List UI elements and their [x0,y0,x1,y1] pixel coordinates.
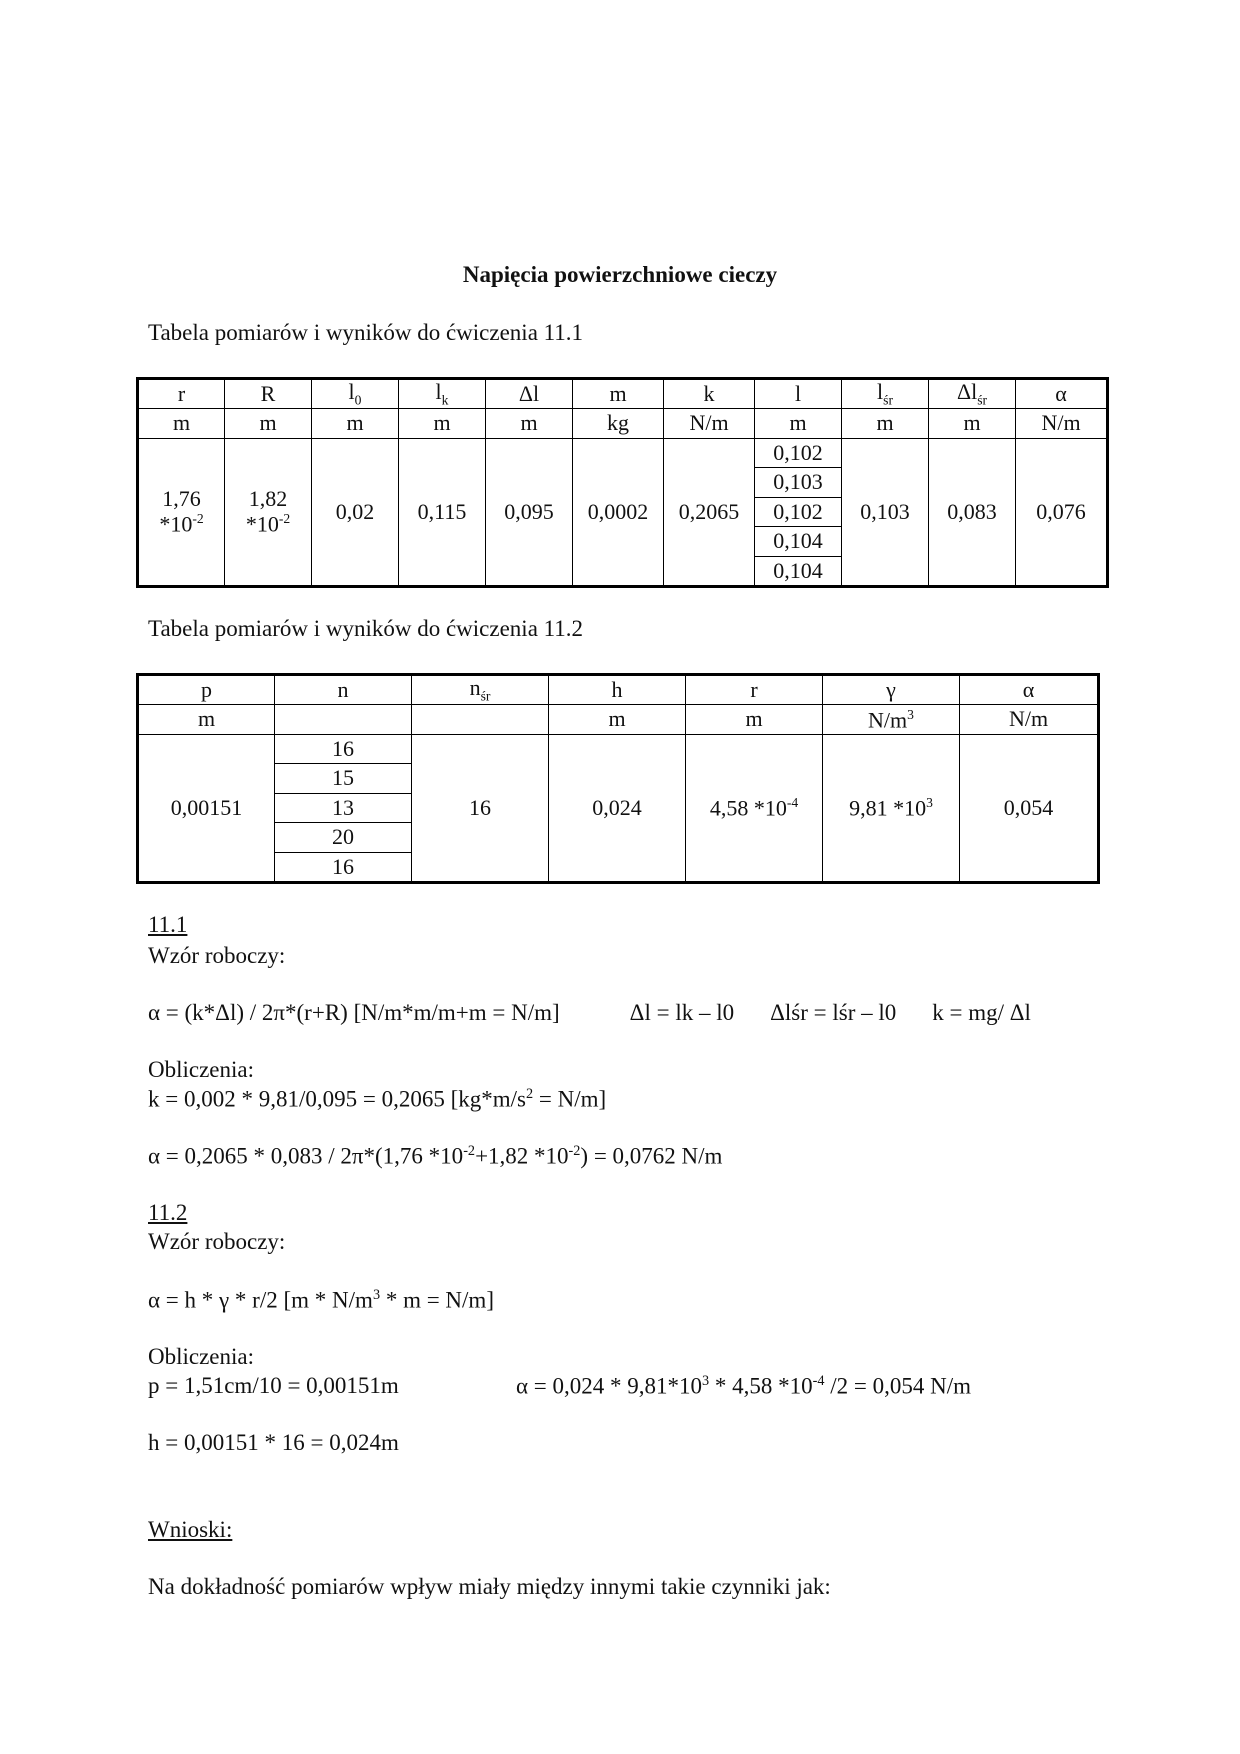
unit-cell: m [755,409,842,439]
header-cell: α [1016,379,1108,409]
header-cell: α [960,675,1099,705]
unit-cell [275,705,412,735]
alpha-cell: 0,054 [960,735,1099,883]
nsr-cell: 16 [412,735,549,883]
unit-cell: N/m [960,705,1099,735]
section-11-2-wzor-label: Wzór roboczy: [148,1229,286,1254]
dl-formula: Δl = lk – l0 [629,1000,735,1025]
unit-cell: m [549,705,686,735]
calc-alpha-11-2: $\alpha = 0,024 * 9,81*10^3 * 4,58$ $*10^{-4}$ /2 = 0,054 N/m [516,1373,972,1399]
m-cell: 0,0002 [573,439,664,587]
l-value: 0,104 [755,527,841,556]
calc-p: p = 1,51cm/10 = 0,00151m [148,1373,399,1398]
dlsr-formula: Δlśr = lśr – l0 [770,1000,897,1025]
unit-cell: m [686,705,823,735]
n-value: 13 [275,793,411,822]
table2-data-row [138,735,1099,883]
header-cell: h [549,675,686,705]
n-value: 16 [275,852,411,881]
header-cell: l [755,379,842,409]
h-cell: 0,024 [549,735,686,883]
table1-units-row [138,409,1108,439]
table1-data-row [138,439,1108,587]
table2-units-row [138,705,1099,735]
n-value: 16 [275,735,411,764]
lsr-cell: 0,103 [842,439,929,587]
conclusions-text: Na dokładność pomiarów wpływ miały między innymi takie czynniki jak: [148,1574,831,1599]
unit-cell [412,705,549,735]
l-value: 0,104 [755,556,841,585]
r-cell: 1,76 $*10^{-2}$ [138,439,225,587]
l-value: 0,102 [755,497,841,526]
header-cell: $\Delta l_{śr}$ [929,379,1016,409]
header-cell: m [573,379,664,409]
unit-cell: N/m [664,409,755,439]
header-cell: $l_k$ [399,379,486,409]
unit-cell: m [138,409,225,439]
page-title: Napięcia powierzchniowe cieczy [462,262,778,287]
header-cell: p [138,675,275,705]
section-11-2-heading: 11.2 [148,1200,188,1225]
header-cell: $l_{śr}$ [842,379,929,409]
conclusions-heading: Wnioski: [148,1517,233,1542]
table2-caption: Tabela pomiarów i wyników do ćwiczenia 11.2 [148,616,584,641]
l-list-cell [755,439,842,587]
l0-cell: 0,02 [312,439,399,587]
gamma-cell: 9,81 $*10^3$ [823,735,960,883]
header-cell: r [686,675,823,705]
header-cell: n [275,675,412,705]
table2-header-row [138,675,1099,705]
r-cell: 4,58 $*10^{-4}$ [686,735,823,883]
k-formula: k = mg/ Δl [932,1000,1031,1025]
table-11-2 [136,673,1100,884]
unit-cell: m [225,409,312,439]
section-11-1-formula-line [148,1000,1031,1026]
calc-h: h = 0,00151 * 16 = 0,024m [148,1430,399,1455]
n-value: 20 [275,823,411,852]
header-cell: $n_{śr}$ [412,675,549,705]
unit-cell: m [929,409,1016,439]
p-cell: 0,00151 [138,735,275,883]
unit-cell: N/m [1016,409,1108,439]
unit-cell: m [312,409,399,439]
calc-alpha-11-1: α = 0,2065 * 0,083 / 2π*(1,76 $*10^{-2}+1,82$ $*10^{-2}) = 0,0762$ N/m [148,1143,723,1169]
k-cell: 0,2065 [664,439,755,587]
header-cell: $l_0$ [312,379,399,409]
l-value: 0,103 [755,468,841,497]
lk-cell: 0,115 [399,439,486,587]
unit-cell: m [842,409,929,439]
section-11-1-wzor-label: Wzór roboczy: [148,943,286,968]
alpha-cell: 0,076 [1016,439,1108,587]
header-cell: r [138,379,225,409]
section-11-1-obl-label: Obliczenia: [148,1057,255,1082]
unit-cell: m [486,409,573,439]
l-value: 0,102 [755,439,841,468]
header-cell: R [225,379,312,409]
dlsr-cell: 0,083 [929,439,1016,587]
unit-cell: $N/m^3$ [823,705,960,735]
n-list-cell [275,735,412,883]
header-cell: γ [823,675,960,705]
table1-header-row [138,379,1108,409]
n-value: 15 [275,764,411,793]
unit-cell: m [399,409,486,439]
alpha-formula: α = (k*Δl) / 2π*(r+R) [N/m*m/m+m = N/m] [148,1000,560,1025]
calc-k: k = 0,002 * 9,81/0,095 = 0,2065 $[kg*m/s^2 = N/m]$ [148,1086,607,1112]
header-cell: Δl [486,379,573,409]
table1-caption: Tabela pomiarów i wyników do ćwiczenia 11.1 [148,320,584,345]
header-cell: k [664,379,755,409]
dl-cell: 0,095 [486,439,573,587]
section-11-2-obl-label: Obliczenia: [148,1344,255,1369]
unit-cell: kg [573,409,664,439]
section-11-1-heading: 11.1 [148,912,188,937]
formula-11-2: α = h * γ * r/2 $[m * N/m^3 * m = N/m]$ [148,1287,494,1313]
table-11-1 [136,377,1109,588]
R-cell: 1,82 $*10^{-2}$ [225,439,312,587]
unit-cell: m [138,705,275,735]
